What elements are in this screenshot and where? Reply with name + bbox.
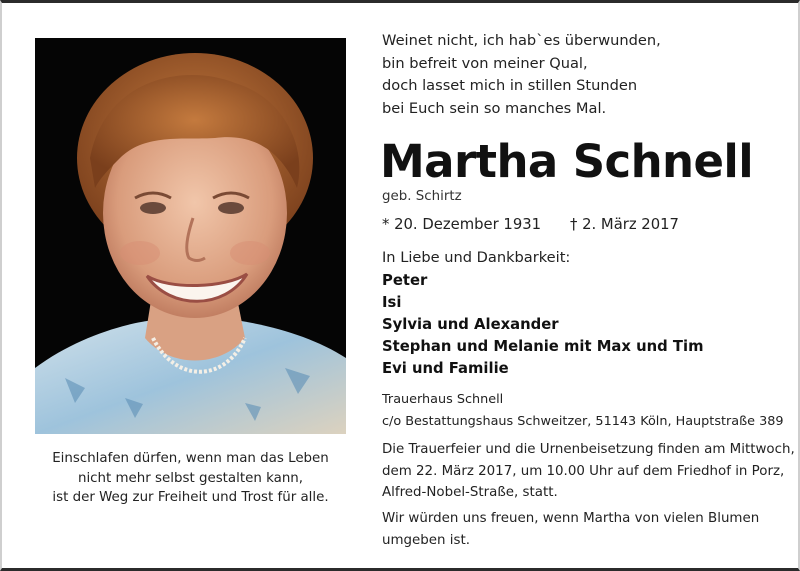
mourners-intro: In Liebe und Dankbarkeit: [382,249,571,266]
left-quote [35,449,346,508]
funeral-home-name: Trauerhaus Schnell [382,392,504,407]
portrait-illustration [35,38,346,434]
poem-line: Weinet nicht, ich hab`es überwunden, [382,32,661,49]
mourner-name: Sylvia und Alexander [382,316,559,333]
funeral-home-address: c/o Bestattungshaus Schweitzer, 51143 Köln, Hauptstraße 389 [382,413,784,429]
poem-line: bin befreit von meiner Qual, [382,54,588,72]
left-quote-line: nicht mehr selbst gestalten kann, [77,470,304,486]
poem [382,30,782,120]
service-line: Die Trauerfeier und die Urnenbeisetzung finden am Mittwoch, [382,442,795,457]
birth-date: * 20. Dezember 1931 [382,216,542,233]
service-line: dem 22. März 2017, um 10.00 Uhr auf dem Friedhof in Porz, [382,463,785,479]
left-quote-line: Einschlafen dürfen, wenn man das Leben [52,451,329,466]
closing-line: Wir würden uns freuen, wenn Martha von vielen Blumen [382,511,760,526]
birth-name: geb. Schirtz [382,189,462,204]
left-quote-line: ist der Weg zur Freiheit und Trost für alle. [52,490,329,505]
mourner-name: Evi und Familie [382,360,509,377]
mourner-name: Isi [382,294,402,311]
funeral-home [382,389,792,432]
deceased-name: Martha Schnell [380,135,754,188]
mourners-list [382,270,782,380]
service-line: Alfred-Nobel-Straße, statt. [382,485,558,500]
death-date: † 2. März 2017 [570,216,679,233]
mourner-name: Stephan und Melanie mit Max und Tim [382,338,704,355]
closing-line: umgeben ist. [382,532,470,548]
mourner-name: Peter [382,272,428,289]
closing-note [382,508,782,551]
poem-line: bei Euch sein so manches Mal. [382,99,607,117]
portrait-photo [35,38,346,434]
service-notice [382,439,795,504]
poem-line: doch lasset mich in stillen Stunden [382,77,638,94]
